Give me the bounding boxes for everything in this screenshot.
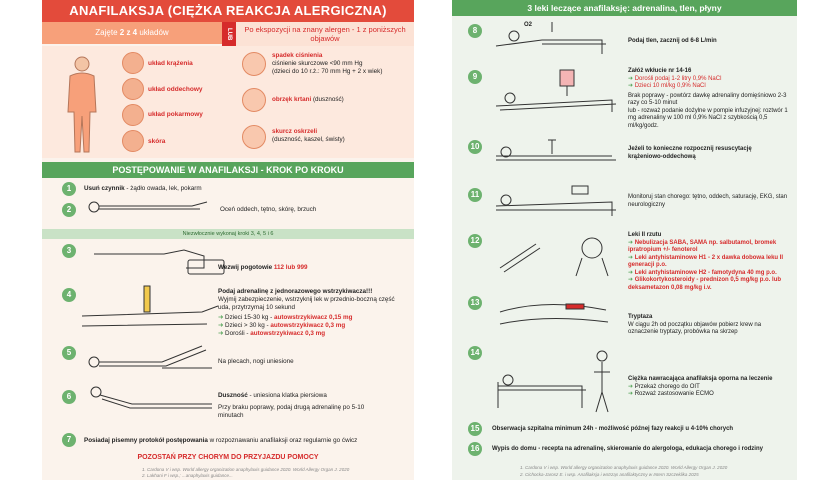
skin-icon [122,130,144,152]
dose-item: ➜ Dzieci 15-30 kg - autowstrzykiwacz 0,15 mg [218,314,353,321]
right-title: 3 leki leczące anafilaksję: adrenalina, tlen, płyny [452,0,797,16]
footer-banner: POZOSTAŃ PRZY CHORYM DO PRZYJAZDU POMOCY [137,454,319,461]
step-number: 5 [62,346,76,360]
step-number: 8 [468,24,482,38]
step-number: 10 [468,140,482,154]
step-3-text: Wezwij pogotowie 112 lub 999 [218,264,308,271]
leg-autoinjector-icon [82,284,222,334]
page-title: ANAFILAKSJA (CIĘŻKA REAKCJA ALERGICZNA) [42,0,414,22]
legs-raised-icon [82,340,222,370]
lying-patient-icon [82,196,212,216]
drug-item: ➜ Glikokortykosteroidy - prednizon 0,5 mg/kg p.o. lub deksametazon 0,08 mg/kg i.v. [628,277,782,291]
chest-raised-icon [82,382,222,412]
stomach-icon [122,104,144,126]
dose-item: ➜ Dorośli - autowstrzykiwacz 0,3 mg [218,330,326,337]
step-2-text: Oceń oddech, tętno, skórę, brzuch [220,206,317,213]
person-illustration-icon [62,54,102,154]
section-heading: POSTĘPOWANIE W ANAFILAKSJI - KROK PO KROKU [42,162,414,178]
step-7-text: Posiadaj pisemny protokół postępowania w rozpoznawaniu anafilaksji oraz regularnie go ćwicz [84,437,358,444]
lub-tag: LUB [222,22,236,46]
icu-item: ➜ Przekaż chorego do OIT [628,383,700,390]
references: 1. Cardona V i wsp. World allergy organization anaphylaxis guidance 2020. World Allergy Organ J. 2020 [142,467,350,472]
system-label-respiratory: układ oddechowy [148,86,203,93]
larynx-icon [242,88,266,112]
references-2: 2. Lakhani F i wsp.; ...anaphylaxis guidance... [142,473,233,478]
step-5-text: Na plecach, nogi uniesione [218,358,294,365]
step-number: 9 [468,70,482,84]
bronchi-icon [242,125,266,149]
step-4-text: Podaj adrenalinę z jednorazowego wstrzykiwacza!!! Wyjmij zabezpieczenie, wstrzyknij lek w przednio-boczną część uda, przytrzymaj 10 sekund [218,288,395,311]
phone-icon [94,246,234,278]
drug-item: ➜ Leki antyhistaminowe H2 - famotydyna 40 mg p.o. [628,269,777,276]
step-13-text: Tryptaza W ciągu 2h od początku objawów pobierz krew na oznaczenie tryptazy, probówka na skrzep [628,314,762,335]
step-number: 4 [62,288,76,302]
step-number: 6 [62,390,76,404]
step-11-text: Monitoruj stan chorego: tętno, oddech, saturację, EKG, stan neurologiczny [628,194,788,208]
cpr-icon [492,136,622,166]
oxygen-patient-icon [492,18,612,58]
dose-list [218,314,352,338]
step-number: 2 [62,203,76,217]
right-panel [452,0,797,480]
system-label-digestive: układ pokarmowy [148,111,203,118]
icu-item: ➜ Rozważ zastosowanie ECMO [628,391,714,397]
lungs-icon [122,78,144,100]
icu-bed-icon [492,346,622,416]
step-number: 15 [468,422,482,436]
step-8-text: Podaj tlen, zacznij od 6-8 L/min [628,38,717,44]
drug-item: ➜ Leki antyhistaminowe H1 - 2 x dawka dobowa leku II generacji p.o. [628,254,784,268]
medication-icon [496,232,616,278]
system-label-circulatory: układ krążenia [148,60,193,67]
oxygen-label: O2 [524,22,533,28]
iv-item: ➜ Dorośli podaj 1-2 litry 0,9% NaCl [628,75,722,82]
blood-pressure-icon [242,52,266,76]
blood-draw-icon [496,292,616,332]
condition-left: Zajęte 2 z 4 układów [42,22,222,44]
step-number: 12 [468,234,482,248]
step-10-text: Jeżeli to konieczne rozpocznij resuscytację krążeniowo-oddechową [628,146,752,160]
symptom-2: obrzęk krtani (duszność) [272,96,344,103]
step-number: 1 [62,182,76,196]
system-label-skin: skóra [148,138,166,145]
step-15-text: Obserwacja szpitalna minimum 24h - możliwość późnej fazy reakcji u 4-10% chorych [492,426,734,432]
step-12-text: Leki II rzutu ➜ Nebulizacja SABA, SAMA np. salbutamol, bromek ipratropium +/- fenoterol ➜ Leki antyhistaminowe H1 - 2 x dawka dobowa leku II generacji p.o. ➜ Leki antyhistaminowe H2 - famotydyna 40 mg p.o. ➜ Glikokortykosteroidy - prednizon 0,5 mg/kg p.o. lub deksametazon 0,08 mg/kg i.v. [628,232,793,292]
drug-item: ➜ Nebulizacja SABA, SAMA np. salbutamol, bromek ipratropium +/- fenoterol [628,239,777,253]
condition-right: Po ekspozycji na znany alergen - 1 z poniższych objawów [236,22,414,46]
symptom-1: spadek ciśnienia ciśnienie skurczowe <90 mm Hg (dzieci do 10 r.ż.: 70 mm Hg + 2 x wiek) [272,52,383,75]
dose-item: ➜ Dzieci > 30 kg - autowstrzykiwacz 0,3 mg [218,322,346,329]
step-number: 7 [62,433,76,447]
section-subheading: Niezwłocznie wykonaj kroki 3, 4, 5 i 6 [42,229,414,239]
step-14-text: Ciężka nawracająca anafilaksja oporna na leczenie ➜ Przekaż chorego do OIT ➜ Rozważ zastosowanie ECMO [628,376,793,399]
references-2: 2. Cichocka-Jarosz E. i wsp. Anafilaksja i wstrząs anafilaktyczny w Intern Szczeklika 2025 [520,472,699,477]
left-panel [42,0,414,480]
step-16-text: Wypis do domu - recepta na adrenalinę, skierowanie do alergologa, edukacja chorego i rodziny [492,446,763,452]
step-number: 14 [468,346,482,360]
iv-item: ➜ Dzieci 10 ml/kg 0,9% NaCl [628,83,706,89]
step-1-text: Usuń czynnik - żądło owada, lek, pokarm [84,185,202,192]
step-6-text: Duszność - uniesiona klatka piersiowa Przy braku poprawy, podaj drugą adrenalinę po 5-10 minutach [218,392,365,419]
iv-drip-icon [492,66,622,114]
step-number: 13 [468,296,482,310]
references: 1. Cardona V i wsp. World allergy organization anaphylaxis guidance 2020. World Allergy Organ J. 2020 [520,465,728,470]
monitor-patient-icon [492,180,622,218]
step-9-text: Załóż wkłucie nr 14-16 ➜ Dorośli podaj 1-2 litry 0,9% NaCl ➜ Dzieci 10 ml/kg 0,9% NaCl Brak poprawy - powtórz dawkę adrenaliny domięśniowo 2-3 razy co 5-10 minut lub - rozważ podanie dożylne w pompie infuzyjnej: roztwór 1 mg adrenaliny w 100 ml 0,9% NaCl z szybkością 0,5 ml/kg/godz. [628,68,793,130]
step-number: 3 [62,244,76,258]
step-number: 16 [468,442,482,456]
step-number: 11 [468,188,482,202]
heart-icon [122,52,144,74]
symptom-3: skurcz oskrzeli (duszność, kaszel, świsty) [272,128,345,143]
